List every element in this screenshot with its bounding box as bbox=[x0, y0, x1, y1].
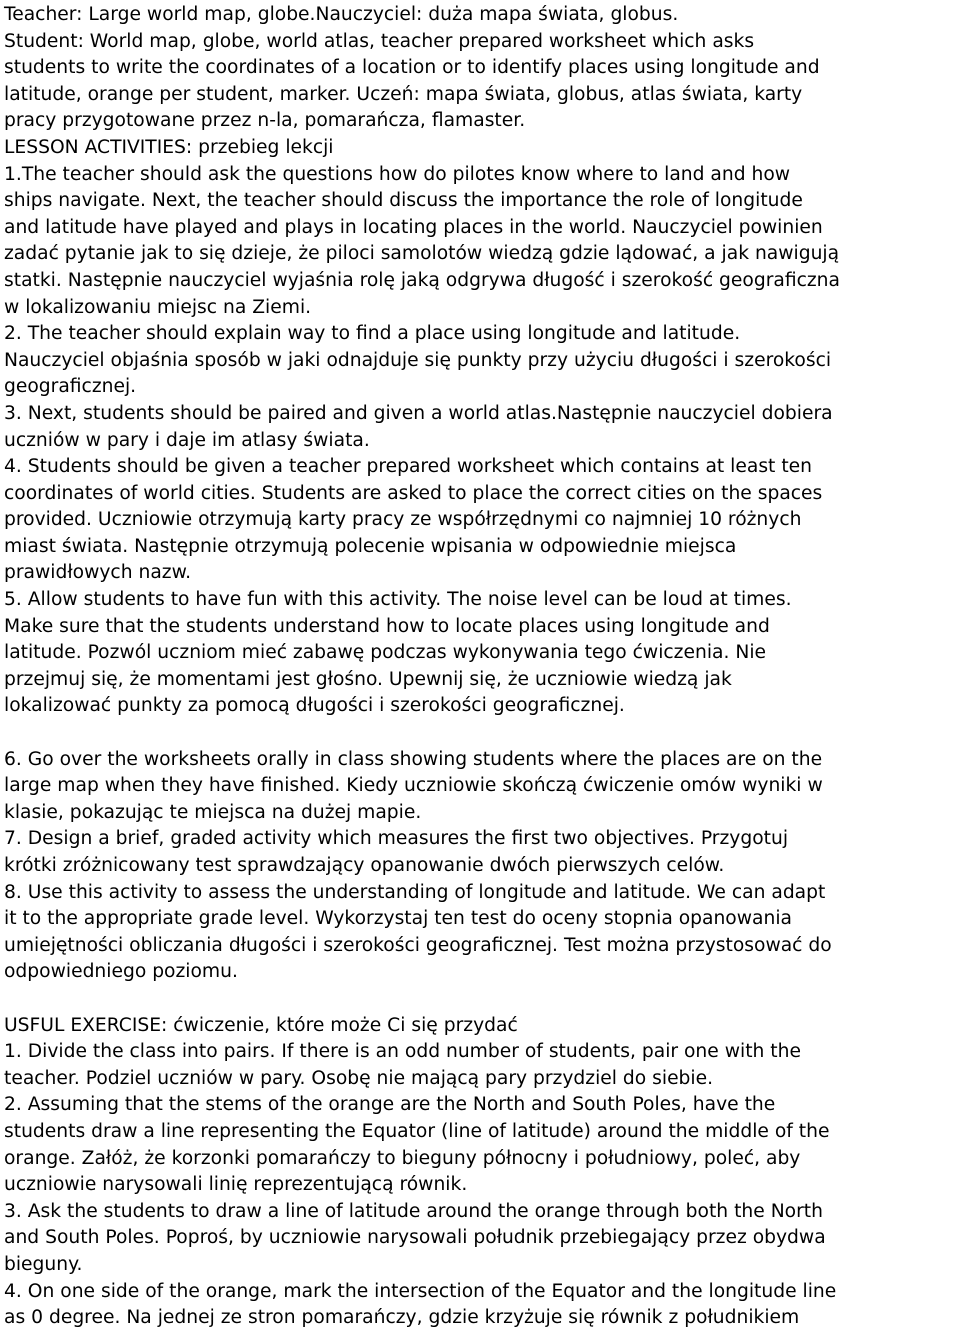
text-line: krótki zróżnicowany test sprawdzający opanowanie dwóch pierwszych celów. bbox=[4, 855, 725, 876]
text-line: prawidłowych nazw. bbox=[4, 562, 192, 584]
text-line: students draw a line representing the Equator (line of latitude) around the middle of the bbox=[4, 1120, 830, 1142]
text-line: miast świata. Następnie otrzymują polecenie wpisania w odpowiednie miejsca bbox=[4, 535, 737, 557]
text-line: large map when they have finished. Kiedy uczniowie skończą ćwiczenie omów wyniki w bbox=[4, 775, 823, 797]
text-line: ships navigate. Next, the teacher should discuss the importance the role of longitude bbox=[4, 190, 803, 212]
document-body bbox=[4, 2, 950, 1332]
text-line: 3. Next, students should be paired and given a world atlas.Następnie nauczyciel dobiera bbox=[4, 402, 833, 424]
text-line: Make sure that the students understand how to locate places using longitude and bbox=[4, 615, 770, 637]
text-line: 2. The teacher should explain way to find a place using longitude and latitude. bbox=[4, 323, 741, 345]
text-line: USFUL EXERCISE: ćwiczenie, które może Ci się przydać bbox=[4, 1014, 518, 1036]
text-line: uczniowie narysowali linię reprezentującą równik. bbox=[4, 1174, 468, 1196]
text-line: and South Poles. Poproś, by uczniowie narysowali południk przebiegający przez obydwa bbox=[4, 1227, 826, 1249]
text-line: odpowiedniego poziomu. bbox=[4, 961, 238, 983]
text-line: 1.The teacher should ask the questions how do pilotes know where to land and how bbox=[4, 163, 791, 185]
text-line: Nauczyciel objaśnia sposób w jaki odnajduje się punkty przy użyciu długości i szerokości bbox=[4, 349, 832, 371]
text-line: 4. Students should be given a teacher prepared worksheet which contains at least ten bbox=[4, 456, 812, 478]
text-line: uczniów w pary i daje im atlasy świata. bbox=[4, 429, 370, 451]
text-line: zadać pytanie jak to się dzieje, że piloci samolotów wiedzą gdzie lądować, a jak nawigują bbox=[4, 243, 840, 265]
text-line: as 0 degree. Na jednej ze stron pomarańczy, gdzie krzyżuje się równik z południkiem bbox=[4, 1307, 800, 1329]
text-line: 5. Allow students to have fun with this activity. The noise level can be loud at times. bbox=[4, 589, 792, 611]
text-line: and latitude have played and plays in locating places in the world. Nauczyciel powinien bbox=[4, 216, 823, 238]
text-line: statki. Następnie nauczyciel wyjaśnia rolę jaką odgrywa długość i szerokość geograficzna bbox=[4, 269, 840, 291]
text-line: latitude, orange per student, marker. Uczeń: mapa świata, globus, atlas świata, karty bbox=[4, 83, 803, 105]
text-line: geograficznej. bbox=[4, 376, 137, 398]
text-line: students to write the coordinates of a location or to identify places using longitude and bbox=[4, 57, 820, 79]
text-line: orange. Załóż, że korzonki pomarańczy to bieguny północny i południowy, poleć, aby bbox=[4, 1147, 801, 1169]
text-line: umiejętności obliczania długości i szerokości geograficznej. Test można przystosować do bbox=[4, 934, 832, 956]
text-line: 2. Assuming that the stems of the orange are the North and South Poles, have the bbox=[4, 1094, 776, 1116]
text-line: provided. Uczniowie otrzymują karty pracy ze współrzędnymi co najmniej 10 różnych bbox=[4, 509, 802, 531]
text-line: 1. Divide the class into pairs. If there is an odd number of students, pair one with the bbox=[4, 1041, 801, 1063]
text-line: lokalizować punkty za pomocą długości i szerokości geograficznej. bbox=[4, 695, 625, 717]
text-line: 8. Use this activity to assess the understanding of longitude and latitude. We can adapt bbox=[4, 881, 826, 903]
text-line: 7. Design a brief, graded activity which measures the first two objectives. Przygotuj bbox=[4, 828, 789, 850]
text-line: bieguny. bbox=[4, 1253, 83, 1275]
blank-line bbox=[4, 720, 950, 747]
text-line: coordinates of world cities. Students are asked to place the correct cities on the spaces bbox=[4, 482, 823, 504]
text-line: 6. Go over the worksheets orally in class showing students where the places are on the bbox=[4, 748, 823, 770]
text-line: pracy przygotowane przez n-la, pomarańcza, flamaster. bbox=[4, 110, 526, 132]
text-line: 3. Ask the students to draw a line of latitude around the orange through both the North bbox=[4, 1200, 823, 1222]
blank-line bbox=[4, 986, 950, 1013]
text-line: klasie, pokazując te miejsca na dużej mapie. bbox=[4, 801, 422, 823]
text-line: Teacher: Large world map, globe.Nauczyciel: duża mapa świata, globus. bbox=[4, 4, 679, 25]
text-line: w lokalizowaniu miejsc na Ziemi. bbox=[4, 296, 312, 318]
text-line: teacher. Podziel uczniów w pary. Osobę nie mającą pary przydziel do siebie. bbox=[4, 1067, 714, 1089]
text-line: przejmuj się, że momentami jest głośno. Upewnij się, że uczniowie wiedzą jak bbox=[4, 668, 732, 690]
text-line: it to the appropriate grade level. Wykorzystaj ten test do oceny stopnia opanowania bbox=[4, 908, 792, 930]
text-line: latitude. Pozwól uczniom mieć zabawę podczas wykonywania tego ćwiczenia. Nie bbox=[4, 642, 767, 664]
text-line: 4. On one side of the orange, mark the intersection of the Equator and the longitude line bbox=[4, 1280, 837, 1302]
text-line: Student: World map, globe, world atlas, teacher prepared worksheet which asks bbox=[4, 30, 755, 52]
text-line: LESSON ACTIVITIES: przebieg lekcji bbox=[4, 136, 334, 158]
